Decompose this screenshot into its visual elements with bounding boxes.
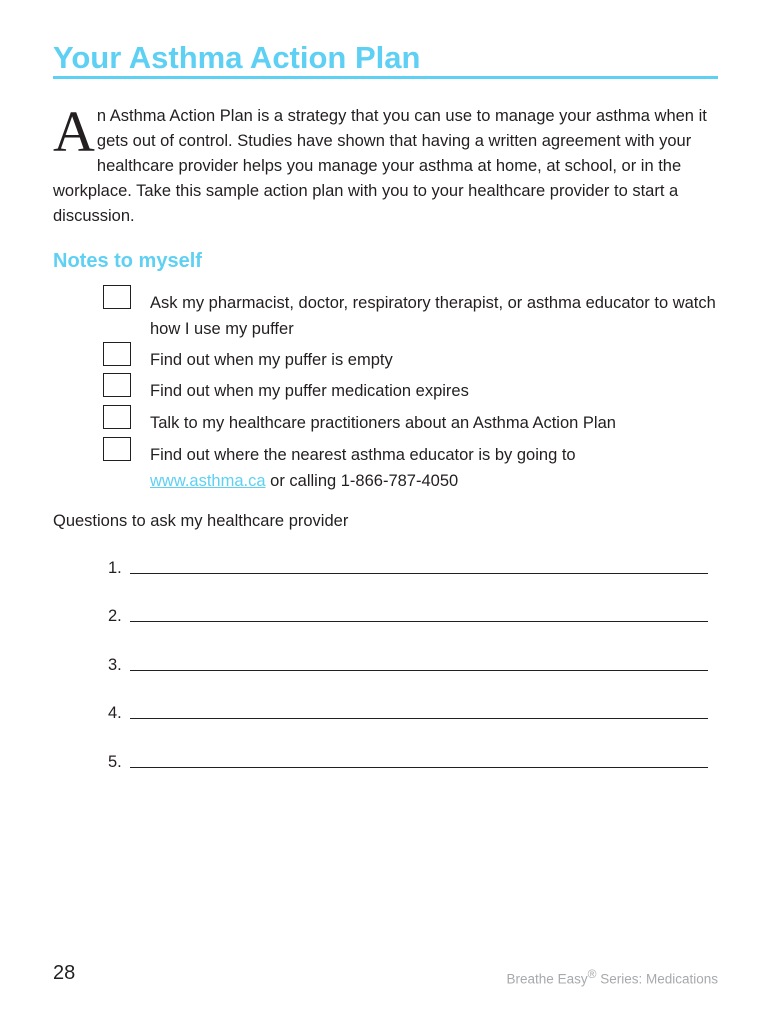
question-line-1[interactable] — [108, 556, 708, 580]
footer-series-suffix: Series: Medications — [600, 971, 718, 987]
intro-text: n Asthma Action Plan is a strategy that you can use to manage your asthma when it gets out of control. Studies have shown that having a written agreement with your healthcare provider helps you manage your asthma at home, at school, or in the workplace. Take this sample action plan with you to your healthcare provider to start a discussion. — [53, 107, 707, 225]
question-number: 1. — [108, 559, 122, 577]
answer-rule — [130, 718, 708, 719]
question-number: 4. — [108, 704, 122, 722]
question-line-2[interactable] — [108, 604, 708, 628]
asthma-website-link[interactable]: www.asthma.ca — [150, 472, 266, 490]
checkbox-3[interactable] — [103, 373, 131, 397]
notes-heading: Notes to myself — [53, 250, 202, 272]
checkbox-4[interactable] — [103, 405, 131, 429]
question-number: 3. — [108, 656, 122, 674]
check-label-5-after: or calling 1-866-787-4050 — [270, 472, 459, 490]
footer-series — [507, 962, 718, 992]
check-label-1: Ask my pharmacist, doctor, respiratory therapist, or asthma educator to watch how I use my puffer — [150, 294, 716, 338]
check-label-3: Find out when my puffer medication expires — [150, 382, 469, 400]
questions-intro: Questions to ask my healthcare provider — [53, 512, 349, 530]
check-label-5 — [150, 442, 730, 494]
check-label-5-text: Find out where the nearest asthma educator is by going to — [150, 446, 576, 464]
answer-rule — [130, 621, 708, 622]
answer-rule — [130, 767, 708, 768]
page-title: Your Asthma Action Plan — [53, 40, 421, 75]
answer-rule — [130, 573, 708, 574]
question-line-5[interactable] — [108, 750, 708, 774]
checkbox-2[interactable] — [103, 342, 131, 366]
check-label-2: Find out when my puffer is empty — [150, 351, 393, 369]
registered-mark: ® — [587, 967, 597, 981]
question-line-4[interactable] — [108, 701, 708, 725]
intro-paragraph — [53, 99, 723, 229]
page-number: 28 — [53, 962, 76, 984]
title-underline — [53, 76, 718, 79]
question-number: 2. — [108, 607, 122, 625]
intro-dropcap: A — [53, 99, 95, 164]
checkbox-5[interactable] — [103, 437, 131, 461]
question-number: 5. — [108, 753, 122, 771]
check-label-4: Talk to my healthcare practitioners about an Asthma Action Plan — [150, 414, 616, 432]
footer-series-name: Breathe Easy — [506, 971, 588, 987]
question-line-3[interactable] — [108, 653, 708, 677]
checkbox-1[interactable] — [103, 285, 131, 309]
answer-rule — [130, 670, 708, 671]
